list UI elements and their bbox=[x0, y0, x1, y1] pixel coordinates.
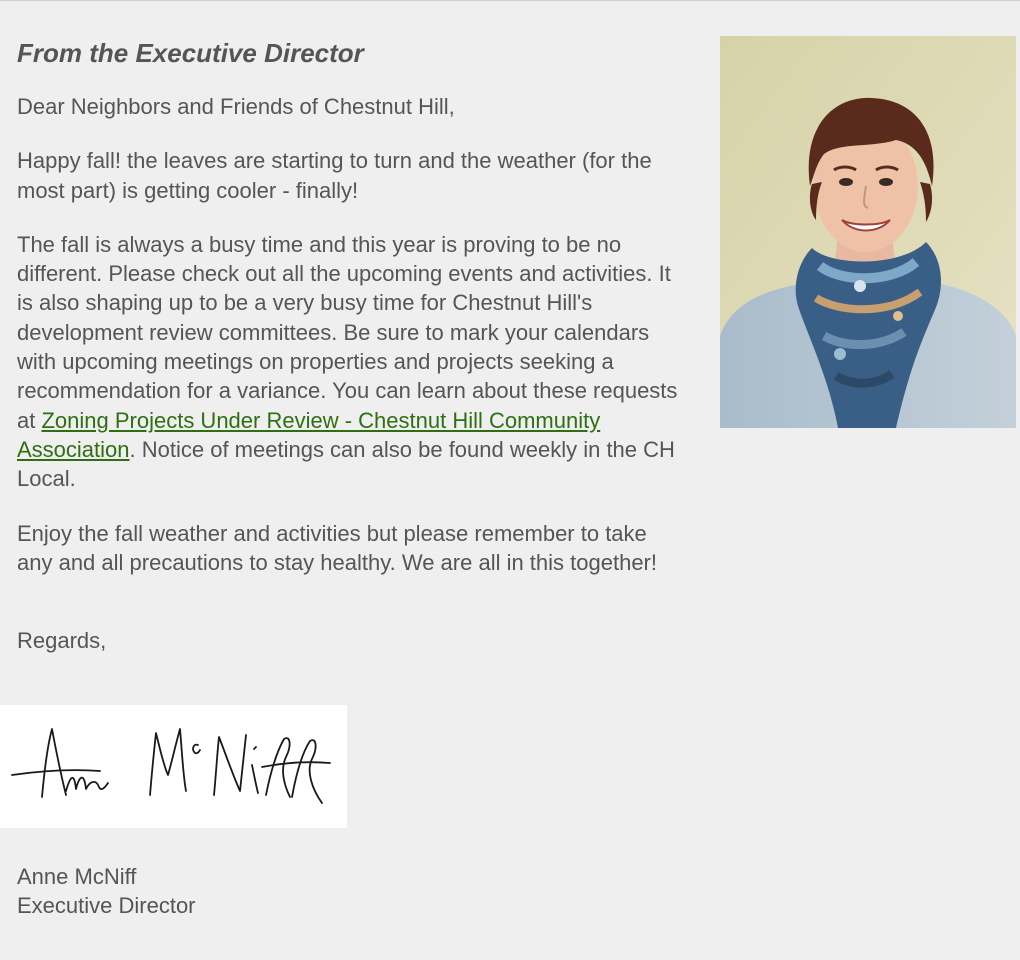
signer-name: Anne McNiff bbox=[17, 864, 137, 889]
letter-paragraph-2 bbox=[17, 230, 685, 494]
letter-heading: From the Executive Director bbox=[17, 38, 364, 68]
signer-block bbox=[17, 862, 196, 921]
paragraph-2-text-before-link: The fall is always a busy time and this year is proving to be no different. Please check out all the upcoming events and activities. It is also shaping up to be a very busy time for Chestnut Hill's development review committees. Be sure to mark your calendars with upcoming meetings on properties and projects seeking a recommendation for a variance. You can learn about these requests at bbox=[17, 231, 678, 433]
letter-greeting: Dear Neighbors and Friends of Chestnut Hill, bbox=[17, 94, 455, 119]
director-portrait bbox=[720, 36, 1016, 428]
zoning-projects-link[interactable]: Zoning Projects Under Review - Chestnut Hill Community Association bbox=[17, 407, 601, 462]
top-divider bbox=[0, 0, 1020, 1]
portrait-illustration bbox=[720, 36, 1016, 428]
letter-body bbox=[17, 36, 685, 680]
handwritten-signature bbox=[0, 705, 347, 828]
letter-paragraph-3: Enjoy the fall weather and activities but please remember to take any and all precautions to stay healthy. We are all in this together! bbox=[17, 520, 657, 575]
signer-title: Executive Director bbox=[17, 893, 196, 919]
letter-paragraph-1: Happy fall! the leaves are starting to turn and the weather (for the most part) is getting cooler - finally! bbox=[17, 148, 652, 203]
signature-image bbox=[0, 705, 347, 828]
paragraph-2-text-after-link: . Notice of meetings can also be found weekly in the CH Local. bbox=[17, 436, 675, 492]
letter-closing: Regards, bbox=[17, 628, 107, 654]
